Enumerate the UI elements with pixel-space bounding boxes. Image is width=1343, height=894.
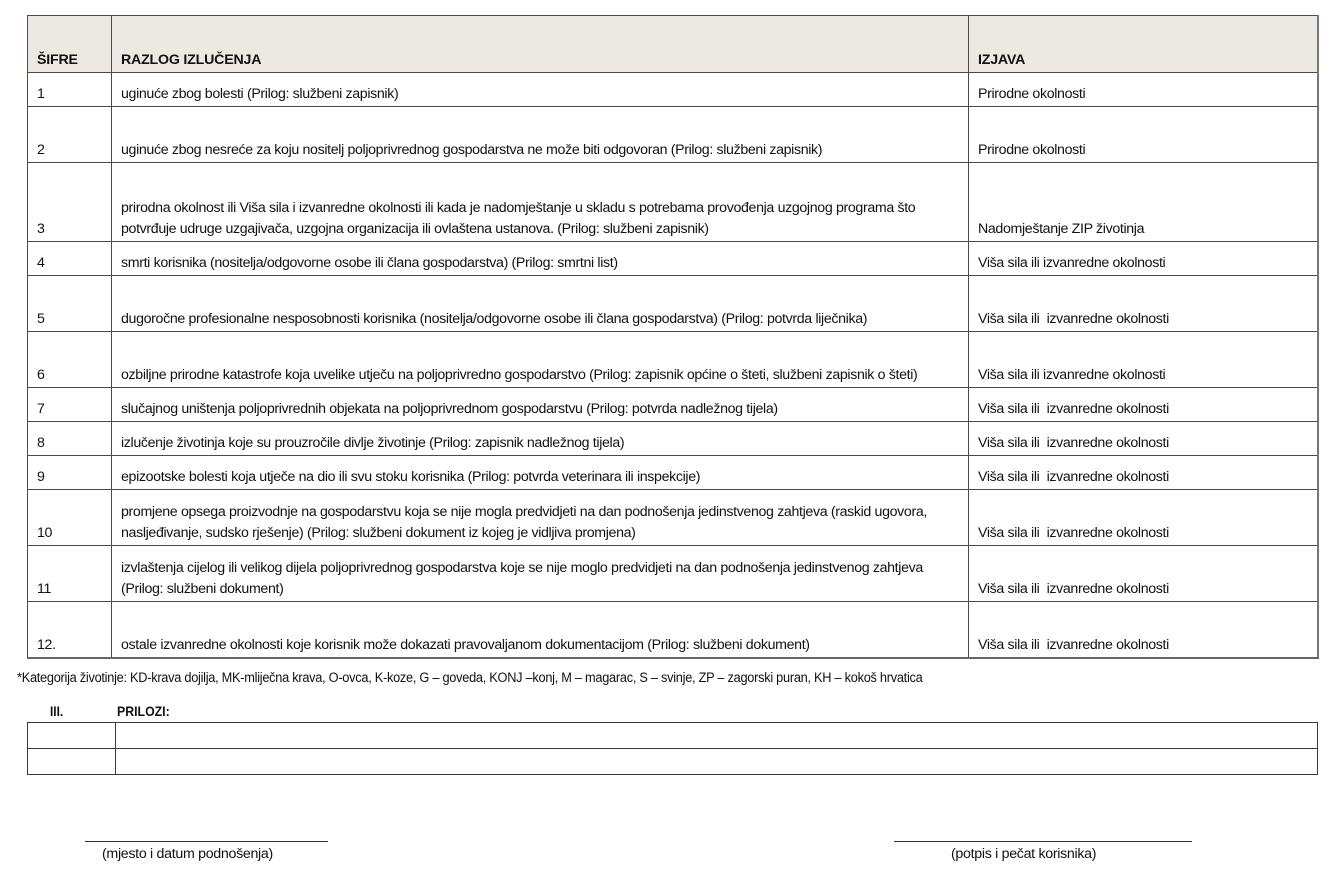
row-reason: slučajnog uništenja poljoprivrednih objekata na poljoprivrednom gospodarstvu (Prilog: potvrda nadležnog tijela) [112, 388, 969, 422]
row-reason: ostale izvanredne okolnosti koje korisnik može dokazati pravovaljanom dokumentacijom (Prilog: službeni dokument) [112, 602, 969, 659]
table-row [28, 490, 1318, 546]
table-row [28, 73, 1318, 107]
row-reason: epizootske bolesti koja utječe na dio ili svu stoku korisnika (Prilog: potvrda veterinara ili inspekcije) [112, 456, 969, 490]
row-statement: Viša sila ili izvanredne okolnosti [969, 242, 1318, 276]
culling-reasons-table [27, 15, 1319, 659]
table-row [28, 422, 1318, 456]
attachments-table [27, 722, 1318, 775]
row-statement: Viša sila ili izvanredne okolnosti [969, 276, 1318, 332]
table-row [28, 242, 1318, 276]
row-code: 1 [28, 73, 112, 107]
table-row [28, 546, 1318, 602]
row-code: 2 [28, 107, 112, 163]
table-header-row [28, 16, 1318, 73]
row-reason: uginuće zbog bolesti (Prilog: službeni zapisnik) [112, 73, 969, 107]
row-reason: izlučenje životinja koje su prouzročile divlje životinje (Prilog: zapisnik nadležnog tijela) [112, 422, 969, 456]
header-statement: IZJAVA [969, 16, 1318, 73]
attachment-description-field[interactable] [116, 749, 1318, 775]
table-row [28, 456, 1318, 490]
section-title: PRILOZI: [117, 703, 170, 719]
table-row [28, 602, 1318, 659]
row-statement: Viša sila ili izvanredne okolnosti [969, 422, 1318, 456]
row-statement: Prirodne okolnosti [969, 73, 1318, 107]
section-number: III. [50, 703, 64, 719]
row-code: 4 [28, 242, 112, 276]
header-reason: RAZLOG IZLUČENJA [112, 16, 969, 73]
row-code: 5 [28, 276, 112, 332]
row-code: 10 [28, 490, 112, 546]
user-signature-label: (potpis i pečat korisnika) [951, 846, 1097, 862]
row-statement: Viša sila ili izvanredne okolnosti [969, 546, 1318, 602]
place-date-signature-line[interactable] [85, 841, 328, 842]
table-row [28, 276, 1318, 332]
row-statement: Viša sila ili izvanredne okolnosti [969, 490, 1318, 546]
row-statement: Viša sila ili izvanredne okolnosti [969, 388, 1318, 422]
attachment-description-field[interactable] [116, 723, 1318, 749]
row-code: 12. [28, 602, 112, 659]
table-row [28, 388, 1318, 422]
row-statement: Viša sila ili izvanredne okolnosti [969, 602, 1318, 659]
row-code: 7 [28, 388, 112, 422]
row-code: 8 [28, 422, 112, 456]
table-row [28, 107, 1318, 163]
row-reason: ozbiljne prirodne katastrofe koja uvelike utječu na poljoprivredno gospodarstvo (Prilog: zapisnik općine o šteti, službeni zapisnik o šteti) [112, 332, 969, 388]
user-signature-line[interactable] [894, 841, 1192, 842]
animal-category-footnote: *Kategorija životinje: KD-krava dojilja, MK-mliječna krava, O-ovca, K-koze, G – goveda, KONJ –konj, M – magarac, S – svinje, ZP – zagorski puran, KH – kokoš hrvatica [17, 670, 923, 686]
row-statement: Nadomještanje ZIP životinja [969, 163, 1318, 242]
row-code: 9 [28, 456, 112, 490]
row-code: 3 [28, 163, 112, 242]
row-statement: Viša sila ili izvanredne okolnosti [969, 456, 1318, 490]
row-reason: uginuće zbog nesreće za koju nositelj poljoprivrednog gospodarstva ne može biti odgovoran (Prilog: službeni zapisnik) [112, 107, 969, 163]
row-reason: dugoročne profesionalne nesposobnosti korisnika (nositelja/odgovorne osobe ili člana gospodarstva) (Prilog: potvrda liječnika) [112, 276, 969, 332]
row-statement: Prirodne okolnosti [969, 107, 1318, 163]
row-reason: izvlaštenja cijelog ili velikog dijela poljoprivrednog gospodarstva koje se nije moglo predvidjeti na dan podnošenja jedinstvenog zahtjeva (Prilog: službeni dokument) [112, 546, 969, 602]
attachment-row [28, 723, 1318, 749]
header-code: ŠIFRE [28, 16, 112, 73]
row-reason: prirodna okolnost ili Viša sila i izvanredne okolnosti ili kada je nadomještanje u skladu s potrebama provođenja uzgojnog programa što potvrđuje udruge uzgajivača, uzgojna organizacija ili ovlaštena ustanova. (Prilog: službeni zapisnik) [112, 163, 969, 242]
place-date-label: (mjesto i datum podnošenja) [102, 846, 273, 862]
row-code: 6 [28, 332, 112, 388]
table-row [28, 163, 1318, 242]
row-statement: Viša sila ili izvanredne okolnosti [969, 332, 1318, 388]
attachment-row [28, 749, 1318, 775]
attachment-number-field[interactable] [28, 749, 116, 775]
row-reason: promjene opsega proizvodnje na gospodarstvu koja se nije mogla predvidjeti na dan podnošenja jedinstvenog zahtjeva (raskid ugovora, nasljeđivanje, sudsko rješenje) (Prilog: službeni dokument iz kojeg je vidljiva promjena) [112, 490, 969, 546]
table-row [28, 332, 1318, 388]
row-reason: smrti korisnika (nositelja/odgovorne osobe ili člana gospodarstva) (Prilog: smrtni list) [112, 242, 969, 276]
attachment-number-field[interactable] [28, 723, 116, 749]
row-code: 11 [28, 546, 112, 602]
